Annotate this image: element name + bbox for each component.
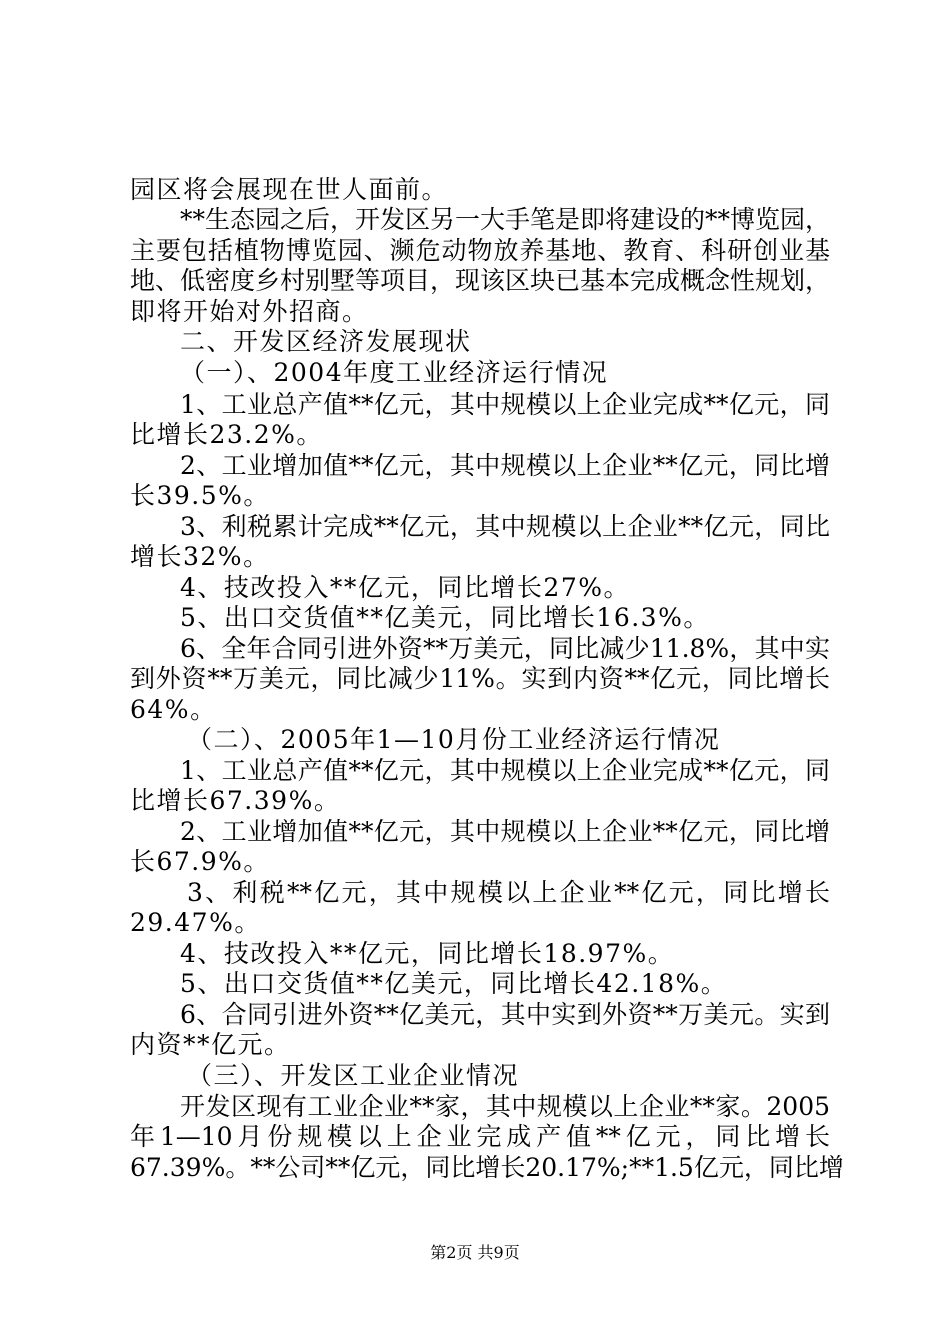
text-line: 内资**亿元。	[130, 1030, 291, 1059]
text-line: 64%。	[130, 695, 217, 724]
text-line: 年1—10月份规模以上企业完成产值**亿元，同比增长	[130, 1122, 830, 1151]
text-line: 长39.5%。	[130, 481, 270, 510]
subsection-heading: （一）、2004年度工业经济运行情况	[180, 358, 609, 387]
text-line: 1、工业总产值**亿元，其中规模以上企业完成**亿元，同	[180, 756, 830, 785]
section-heading: 二、开发区经济发展现状	[180, 327, 472, 356]
subsection-heading: （二）、2005年1—10月份工业经济运行情况	[187, 725, 721, 754]
text-line: 3、利税**亿元，其中规模以上企业**亿元，同比增长	[187, 878, 830, 907]
text-line: 比增长23.2%。	[130, 420, 323, 449]
text-line: 园区将会展现在世人面前。	[130, 175, 449, 204]
text-line: 4、技改投入**亿元，同比增长18.97%。	[180, 939, 675, 968]
text-line: 比增长67.39%。	[130, 786, 341, 815]
text-line: 29.47%。	[130, 908, 261, 937]
text-line: 4、技改投入**亿元，同比增长27%。	[180, 573, 630, 602]
page-number-footer: 第2页 共9页	[430, 1243, 520, 1262]
text-line: 主要包括植物博览园、濒危动物放养基地、教育、科研创业基	[130, 236, 830, 265]
text-line: 3、利税累计完成**亿元，其中规模以上企业**亿元，同比	[180, 512, 830, 541]
text-line: 6、合同引进外资**亿美元，其中实到外资**万美元。实到	[180, 1000, 830, 1029]
text-line: 2、工业增加值**亿元，其中规模以上企业**亿元，同比增	[180, 451, 830, 480]
text-line: 2、工业增加值**亿元，其中规模以上企业**亿元，同比增	[180, 817, 830, 846]
text-line: 增长32%。	[130, 542, 270, 571]
text-line: 开发区现有工业企业**家，其中规模以上企业**家。2005	[180, 1092, 830, 1121]
text-line: 6、全年合同引进外资**万美元，同比减少11.8%，其中实	[180, 634, 830, 663]
text-line: 即将开始对外招商。	[130, 297, 369, 326]
text-line: 地、低密度乡村别墅等项目，现该区块已基本完成概念性规划，	[130, 266, 831, 295]
text-line: 67.39%。**公司**亿元，同比增长20.17%;**1.5亿元，同比增	[130, 1153, 844, 1182]
text-line: 长67.9%。	[130, 847, 270, 876]
text-line: 到外资**万美元，同比减少11%。实到内资**亿元，同比增长	[130, 664, 830, 693]
subsection-heading: （三）、开发区工业企业情况	[187, 1061, 520, 1090]
text-line: 5、出口交货值**亿美元，同比增长16.3%。	[180, 603, 710, 632]
text-line: 1、工业总产值**亿元，其中规模以上企业完成**亿元，同	[180, 390, 830, 419]
text-line: 5、出口交货值**亿美元，同比增长42.18%。	[180, 969, 728, 998]
text-line: **生态园之后，开发区另一大手笔是即将建设的**博览园，	[180, 205, 831, 234]
